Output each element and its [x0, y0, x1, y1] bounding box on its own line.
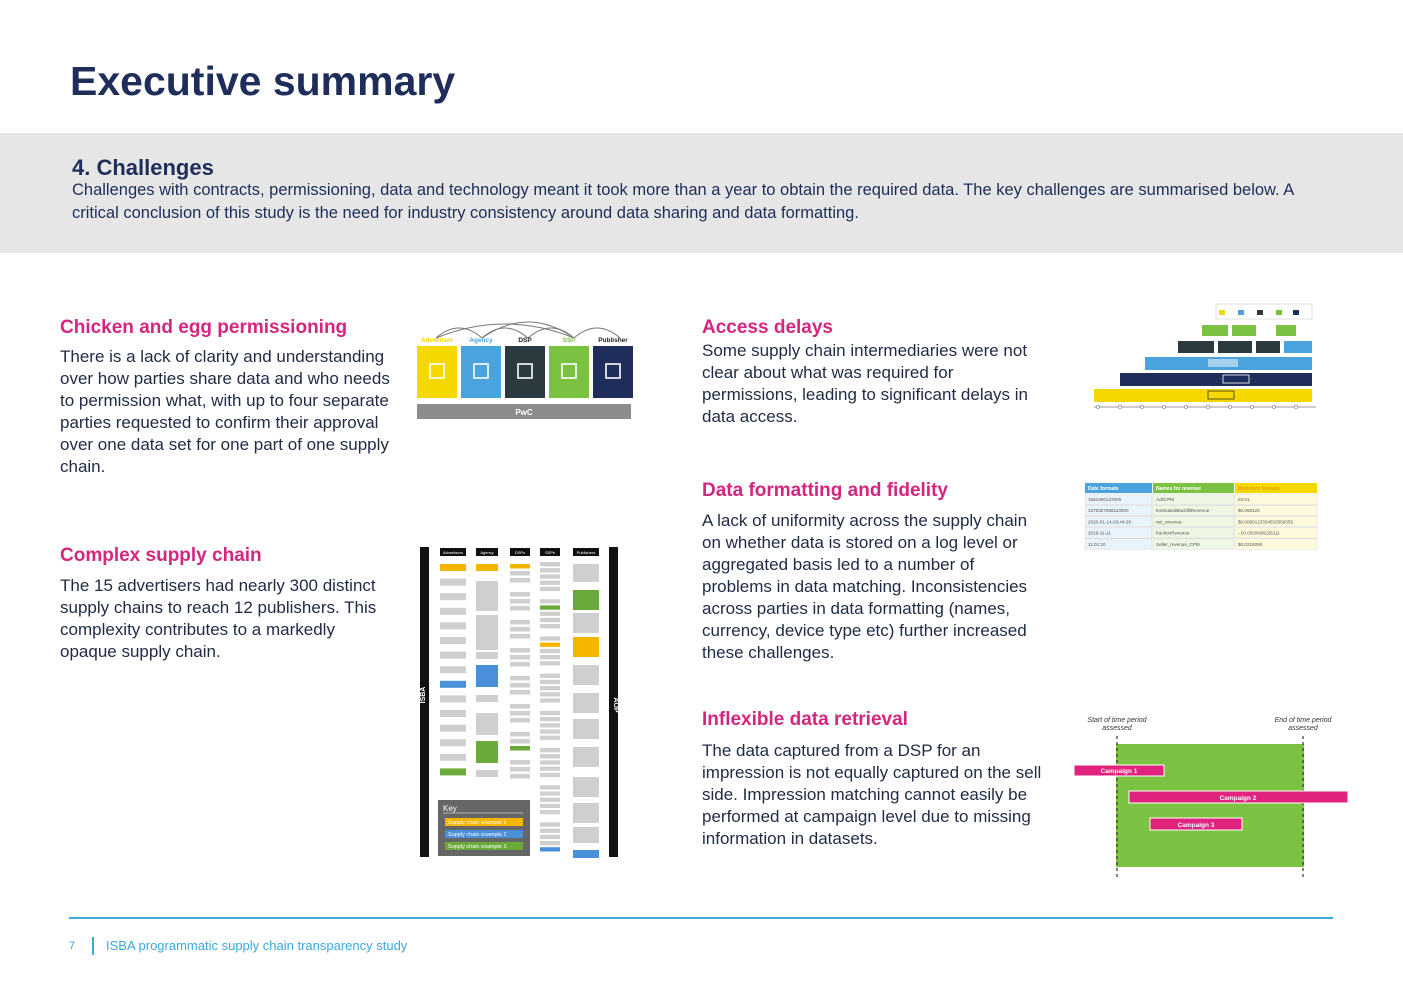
advertiser-cell: [440, 564, 466, 571]
format-cell-text: 2020-01-14-20:44:29: [1088, 519, 1131, 525]
section-formatting-body: A lack of uniformity across the supply chain on whether data is stored on a log level or aggregated basis led to a number of problems in data matching. Inconsistencies across parties in data formatting (names, currency, device type etc) further increased these challenges.: [702, 511, 1028, 662]
dsp-cell: [510, 704, 530, 709]
agency-cell: [476, 564, 498, 571]
format-cell-text: 1581900137000: [1088, 497, 1122, 502]
format-cell-text: $0.068123: [1238, 508, 1260, 514]
dsp-cell: [510, 774, 530, 779]
supply-header-label-2: DSPs: [514, 550, 526, 555]
ssp-cell: [540, 767, 560, 771]
supply-header-label-4: Publishers: [576, 550, 596, 555]
dsp-cell: [510, 739, 530, 744]
ssp-cell: [540, 661, 560, 665]
publisher-cell: [573, 590, 599, 610]
ssp-cell: [540, 649, 560, 653]
format-cell-text: £0.01: [1238, 497, 1250, 502]
ssp-cell: [540, 711, 560, 715]
ssp-cell: [540, 599, 560, 603]
ssp-cell: [540, 841, 560, 845]
section-access-title: Access delays: [702, 317, 833, 338]
ssp-cell: [540, 829, 560, 833]
supply-header-label-3: SSPs: [544, 550, 556, 555]
start-period-label: Start of time period assessed: [1087, 717, 1147, 732]
isba-label: ISBA: [420, 686, 427, 704]
ssp-cell: [540, 574, 560, 578]
page-number: 7: [69, 940, 76, 952]
section-access-body: Some supply chain intermediaries were not clear about what was required for permissions, leading to significant delays in data access.: [702, 341, 1029, 426]
advertiser-cell: [440, 739, 466, 746]
advertiser-cell: [440, 754, 466, 761]
ssp-cell: [540, 643, 560, 647]
advertiser-cell: [440, 681, 466, 688]
footer-divider: [69, 917, 1333, 919]
permission-arrows: [436, 322, 620, 338]
party-label-3: SSP: [562, 337, 576, 344]
dsp-cell: [510, 746, 530, 751]
agency-cell: [476, 581, 498, 611]
footer-doc-title: ISBA programmatic supply chain transparency study: [106, 938, 408, 953]
aop-label: AOP: [612, 697, 619, 713]
retrieval-figure: [1070, 712, 1352, 882]
publisher-cell: [573, 777, 599, 797]
section-retrieval-body: The data captured from a DSP for an impression is not equally captured on the sell side. Impression matching cannot easily be performed at campaign level due to missing information in datasets.: [702, 741, 1042, 848]
supply-key-title: Key: [443, 804, 457, 813]
supply-chain-figure: [418, 545, 623, 860]
advertiser-cell: [440, 608, 466, 615]
ssp-cell: [540, 562, 560, 566]
ssp-cell: [540, 686, 560, 690]
ssp-cell: [540, 748, 560, 752]
advertiser-cell: [440, 768, 466, 775]
end-period-label: End of time period assessed: [1274, 717, 1332, 732]
advertiser-cell: [440, 593, 466, 600]
format-cell-text: 1575307858110000: [1088, 508, 1129, 514]
ssp-cell: [540, 847, 560, 851]
format-cell-text: EstimatedBackfillRevenue: [1156, 508, 1210, 514]
publisher-cell: [573, 803, 599, 823]
page-title: Executive summary: [70, 58, 456, 104]
agency-cell: [476, 665, 498, 687]
ssp-cell: [540, 674, 560, 678]
ssp-cell: [540, 612, 560, 616]
party-label-4: Publisher: [598, 337, 628, 344]
dsp-cell: [510, 592, 530, 597]
ssp-cell: [540, 624, 560, 628]
dsp-cell: [510, 634, 530, 639]
advertiser-cell: [440, 725, 466, 732]
ssp-cell: [540, 581, 560, 585]
dsp-cell: [510, 655, 530, 660]
section-complex-body: The 15 advertisers had nearly 300 distinct supply chains to reach 12 publishers. This complexity contributes to a markedly opaque supply chain.: [60, 576, 377, 661]
format-cell-text: fractionRevenue: [1156, 530, 1190, 536]
campaign-3-label: Campaign 3: [1177, 822, 1215, 829]
advertiser-cell: [440, 622, 466, 629]
agency-cell: [476, 695, 498, 702]
agency-cell: [476, 741, 498, 763]
dsp-cell: [510, 760, 530, 765]
ssp-cell: [540, 717, 560, 721]
format-table-figure: [1084, 482, 1319, 554]
band-heading: 4. Challenges: [72, 155, 214, 180]
ssp-cell: [540, 692, 560, 696]
ssp-cell: [540, 723, 560, 727]
format-cell-text: AdsCPM: [1156, 497, 1175, 502]
agency-cell: [476, 615, 498, 650]
publisher-cell: [573, 637, 599, 657]
dsp-cell: [510, 599, 530, 604]
ssp-cell: [540, 655, 560, 659]
ssp-cell: [540, 773, 560, 777]
publisher-cell: [573, 613, 599, 633]
format-cell-text: net_revenue: [1156, 519, 1182, 525]
band-text: Challenges with contracts, permissioning, data and technology meant it took more than a year to obtain the required data. The key challenges are summarised below. A critical conclusion of this study is the need for industry consistency around data sharing and data formatting.: [72, 181, 1294, 222]
section-formatting-title: Data formatting and fidelity: [702, 480, 948, 501]
agency-cell: [476, 770, 498, 777]
dsp-cell: [510, 578, 530, 583]
dsp-cell: [510, 571, 530, 576]
advertiser-cell: [440, 579, 466, 586]
time-period-area: [1116, 744, 1304, 867]
ssp-cell: [540, 754, 560, 758]
supply-header-label-1: Agency: [480, 550, 494, 555]
party-label-0: Advertiser: [420, 337, 454, 344]
publisher-cell: [573, 693, 599, 713]
party-label-1: Agency: [469, 337, 493, 344]
ssp-cell: [540, 680, 560, 684]
ssp-cell: [540, 760, 560, 764]
format-cell-text: - £0.0020098226111: [1238, 530, 1280, 536]
ssp-cell: [540, 822, 560, 826]
supply-header-label-0: Advertisers: [442, 550, 464, 555]
dsp-cell: [510, 620, 530, 625]
format-cell-text: $0.0216090: [1238, 541, 1263, 547]
ssp-cell: [540, 835, 560, 839]
advertiser-cell: [440, 695, 466, 702]
section-complex-title: Complex supply chain: [60, 545, 262, 566]
format-cell-text: $0.0080123334553558355: [1238, 519, 1293, 525]
ssp-cell: [540, 605, 560, 609]
section-chicken-body: There is a lack of clarity and understanding over how parties share data and who needs to permission what, with up to four separate parties requested to confirm their approval over one data set for one part of one supply chain.: [60, 347, 390, 476]
publisher-cell: [573, 747, 599, 767]
party-label-2: DSP: [518, 337, 532, 344]
publisher-cell: [573, 850, 599, 858]
party-box-0: [417, 346, 457, 398]
publisher-cell: [573, 665, 599, 685]
advertiser-cell: [440, 666, 466, 673]
footer-separator: [92, 937, 94, 955]
advertiser-cell: [440, 637, 466, 644]
publisher-cell: [573, 719, 599, 739]
ssp-cell: [540, 698, 560, 702]
ssp-cell: [540, 618, 560, 622]
advertiser-cell: [440, 710, 466, 717]
dsp-cell: [510, 767, 530, 772]
permissioning-figure: [414, 312, 636, 424]
ssp-cell: [540, 729, 560, 733]
dsp-cell: [510, 718, 530, 723]
dsp-cell: [510, 732, 530, 737]
format-header-label-0: Date formats: [1088, 486, 1119, 492]
ssp-cell: [540, 587, 560, 591]
campaign-2-label: Campaign 2: [1219, 795, 1257, 802]
format-cell-text: 2019-11-11: [1088, 530, 1111, 536]
ssp-cell: [540, 568, 560, 572]
dsp-cell: [510, 606, 530, 611]
ssp-cell: [540, 785, 560, 789]
dsp-cell: [510, 648, 530, 653]
dsp-cell: [510, 564, 530, 569]
access-timeline-figure: [1090, 302, 1322, 427]
publisher-cell: [573, 564, 599, 582]
party-box-1: [461, 346, 501, 398]
format-cell-text: 11:01:20: [1088, 541, 1106, 547]
advertiser-cell: [440, 652, 466, 659]
format-cell-text: Seller_revenue_CPM: [1156, 541, 1200, 547]
dsp-cell: [510, 683, 530, 688]
party-box-3: [549, 346, 589, 398]
ssp-cell: [540, 798, 560, 802]
campaign-1-label: Campaign 1: [1100, 768, 1138, 775]
ssp-cell: [540, 791, 560, 795]
key-item-2: Supply chain example 3: [448, 844, 507, 850]
key-item-1: Supply chain example 2: [448, 832, 507, 838]
dsp-cell: [510, 690, 530, 695]
format-header-label-1: Names for revenue: [1156, 486, 1202, 492]
format-header-label-2: Monetary formats: [1238, 486, 1280, 492]
party-box-2: [505, 346, 545, 398]
ssp-cell: [540, 810, 560, 814]
section-chicken-title: Chicken and egg permissioning: [60, 317, 348, 338]
ssp-cell: [540, 636, 560, 640]
publisher-cell: [573, 827, 599, 843]
agency-cell: [476, 713, 498, 735]
pwc-label: PwC: [515, 408, 533, 417]
dsp-cell: [510, 662, 530, 667]
dsp-cell: [510, 627, 530, 632]
ssp-cell: [540, 804, 560, 808]
key-item-0: Supply chain example 1: [448, 820, 507, 826]
section-retrieval-title: Inflexible data retrieval: [702, 709, 908, 730]
challenges-band: [0, 133, 1403, 253]
agency-cell: [476, 652, 498, 659]
dsp-cell: [510, 676, 530, 681]
ssp-cell: [540, 736, 560, 740]
party-box-4: [593, 346, 633, 398]
dsp-cell: [510, 711, 530, 716]
